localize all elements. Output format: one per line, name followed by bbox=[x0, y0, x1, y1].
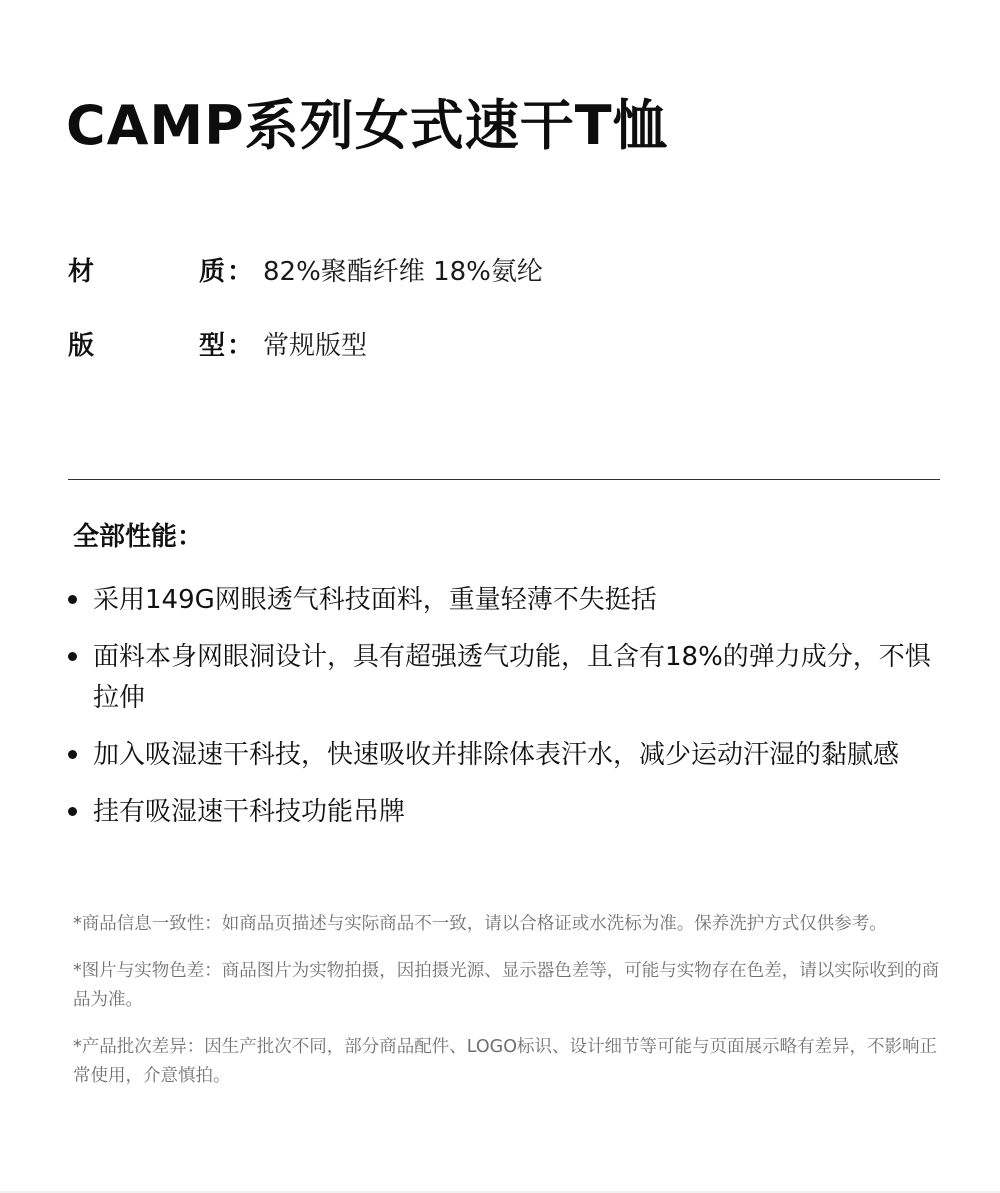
spec-label-char-1: 版 bbox=[68, 330, 95, 361]
spec-label-char-2: 型 bbox=[198, 330, 225, 361]
performance-item-text: 面料本身网眼洞设计，具有超强透气功能，且含有18%的弹力成分，不惧拉伸 bbox=[93, 642, 931, 713]
spec-colon: ： bbox=[227, 330, 254, 361]
performance-item bbox=[66, 580, 936, 621]
note-color-difference: *图片与实物色差：商品图片为实物拍摄，因拍摄光源、显示器色差等，可能与实物存在色差，请以实际收到的商品为准。 bbox=[73, 961, 940, 1010]
performance-item bbox=[66, 792, 936, 833]
bullet-icon bbox=[68, 750, 77, 759]
performance-item bbox=[66, 637, 936, 719]
product-title: CAMP系列女式速干T恤 bbox=[66, 94, 668, 157]
bullet-icon bbox=[68, 807, 77, 816]
section-divider bbox=[68, 479, 940, 480]
spec-row-fit bbox=[68, 325, 367, 361]
performance-item-text: 加入吸湿速干科技，快速吸收并排除体表汗水，减少运动汗湿的黏腻感 bbox=[93, 740, 900, 770]
spec-row-material bbox=[68, 251, 543, 287]
spec-label-fit bbox=[68, 325, 225, 362]
bullet-icon bbox=[68, 652, 77, 661]
note-consistency: *商品信息一致性：如商品页描述与实际商品不一致，请以合格证或水洗标为准。保养洗护方式仅供参考。 bbox=[73, 914, 887, 934]
spec-value-material: 82%聚酯纤维 18%氨纶 bbox=[263, 256, 543, 287]
performance-item-text: 采用149G网眼透气科技面料，重量轻薄不失挺括 bbox=[93, 585, 657, 615]
spec-label-char-1: 材 bbox=[68, 256, 95, 287]
note-batch-difference: *产品批次差异：因生产批次不同，部分商品配件、LOGO标识、设计细节等可能与页面展示略有差异，不影响正常使用，介意慎拍。 bbox=[73, 1037, 937, 1086]
spec-value-fit: 常规版型 bbox=[263, 330, 368, 361]
bullet-icon bbox=[68, 595, 77, 604]
spec-label-material bbox=[68, 251, 225, 288]
performance-item bbox=[66, 735, 936, 776]
performance-heading: 全部性能： bbox=[73, 522, 204, 552]
performance-item-text: 挂有吸湿速干科技功能吊牌 bbox=[93, 797, 406, 827]
spec-label-char-2: 质 bbox=[198, 256, 225, 287]
spec-colon: ： bbox=[227, 256, 254, 287]
disclaimer-notes bbox=[73, 910, 963, 1109]
performance-list bbox=[66, 580, 936, 849]
